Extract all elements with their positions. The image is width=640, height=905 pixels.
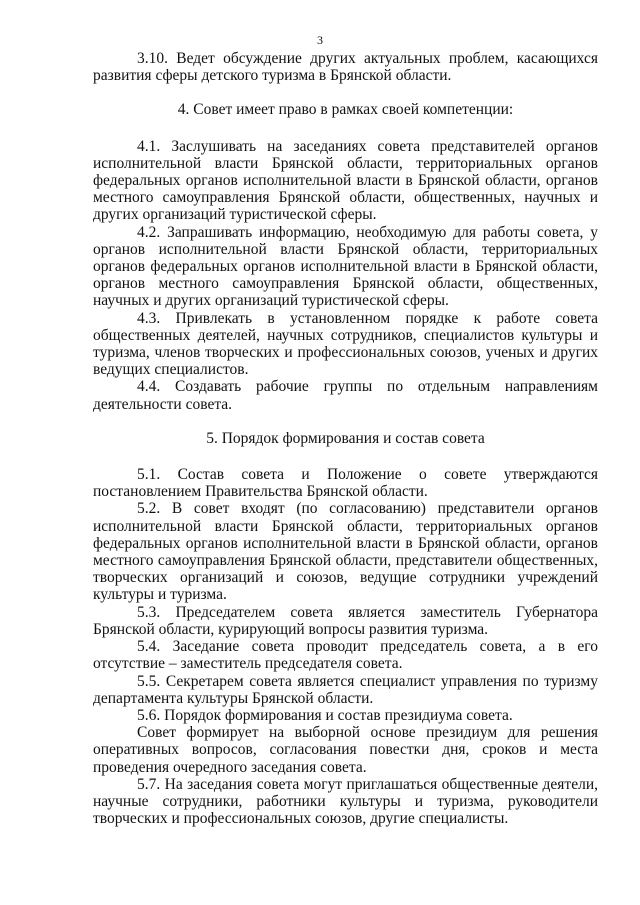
paragraph-5-1: 5.1. Состав совета и Положение о совете утверждаются постановлением Правительства Брянской области. <box>93 466 598 501</box>
paragraph-5-6-body: Совет формирует на выборной основе президиум для решения оперативных вопросов, согласования повестки дня, сроков и места проведения очередного заседания совета. <box>93 724 598 776</box>
paragraph-5-3: 5.3. Председателем совета является заместитель Губернатора Брянской области, курирующий вопросы развития туризма. <box>93 603 598 638</box>
paragraph-3-10: 3.10. Ведет обсуждение других актуальных проблем, касающихся развития сферы детского туризма в Брянской области. <box>93 50 598 85</box>
paragraph-5-6: 5.6. Порядок формирования и состав президиума совета. <box>137 706 513 724</box>
paragraph-5-4: 5.4. Заседание совета проводит председатель совета, а в его отсутствие – заместитель председателя совета. <box>93 638 598 673</box>
paragraph-5-5: 5.5. Секретарем совета является специалист управления по туризму департамента культуры Брянской области. <box>93 672 598 707</box>
paragraph-5-2: 5.2. В совет входят (по согласованию) представители органов исполнительной власти Брянской области, территориальных органов федеральных органов исполнительной власти в Брянской области, органов местного самоуправления Брянской области, представители общественных, творческих организаций и союзов, ведущие сотрудники учреждений культуры и туризма. <box>93 500 598 604</box>
paragraph-4-3: 4.3. Привлекать в установленном порядке к работе совета общественных деятелей, научных сотрудников, специалистов культуры и туризма, членов творческих и профессиональных союзов, ученых и других ведущих специалистов. <box>93 309 598 379</box>
page-number: 3 <box>317 33 323 47</box>
section-5-heading: 5. Порядок формирования и состав совета <box>206 429 485 447</box>
paragraph-4-1: 4.1. Заслушивать на заседаниях совета представителей органов исполнительной власти Брянской области, территориальных органов федеральных органов исполнительной власти в Брянской области, органов местного самоуправления Брянской области, общественных, научных и других организаций туристической сферы. <box>93 137 598 224</box>
section-4-heading: 4. Совет имеет право в рамках своей компетенции: <box>177 101 514 119</box>
paragraph-4-4: 4.4. Создавать рабочие группы по отдельным направлениям деятельности совета. <box>93 378 598 413</box>
document-body <box>93 50 598 827</box>
paragraph-5-7: 5.7. На заседания совета могут приглашаться общественные деятели, научные сотрудники, работники культуры и туризма, руководители творческих и профессиональных союзов, другие специалисты. <box>93 775 598 828</box>
paragraph-4-2: 4.2. Запрашивать информацию, необходимую для работы совета, у органов исполнительной власти Брянской области, территориальных органов федеральных органов исполнительной власти в Брянской области, органов местного самоуправления Брянской области, общественных, научных и других организаций туристической сферы. <box>93 223 598 310</box>
